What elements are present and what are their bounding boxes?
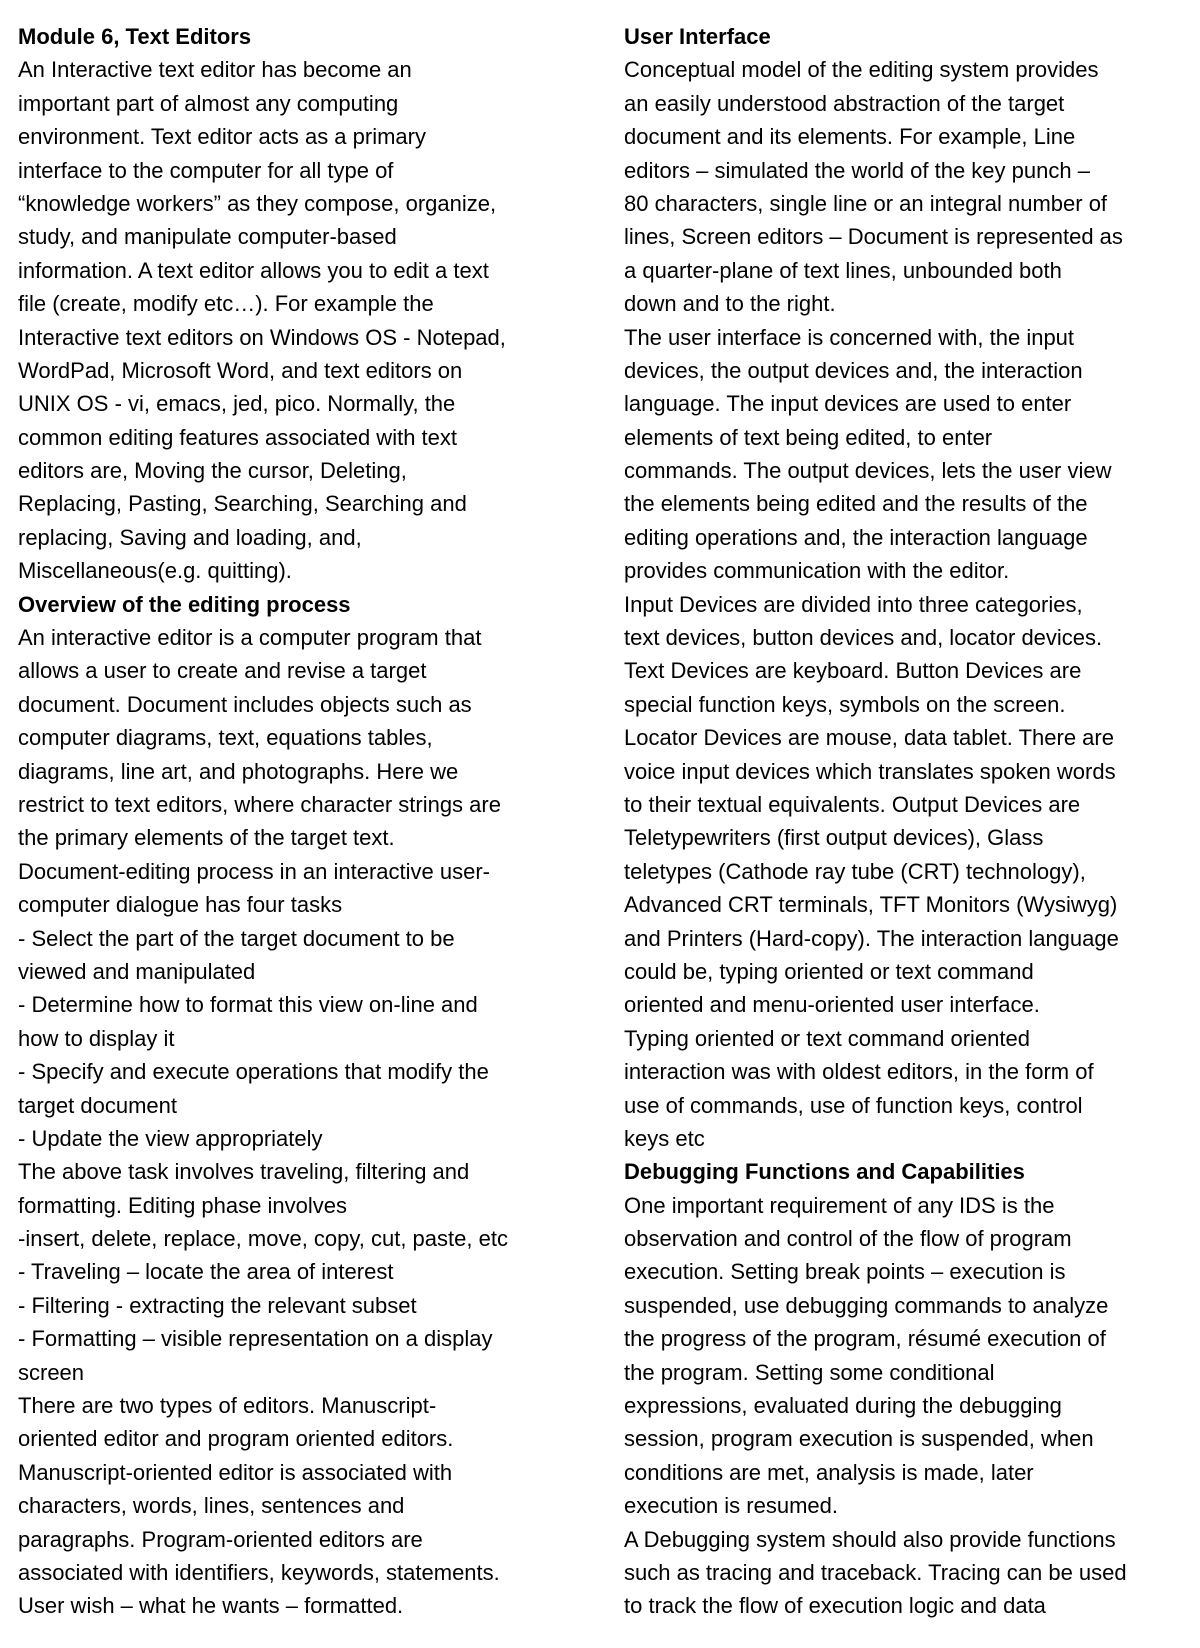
text-line: document. Document includes objects such as — [18, 691, 472, 717]
text-line: expressions, evaluated during the debugging — [624, 1393, 1062, 1419]
text-line: Typing oriented or text command oriented — [624, 1025, 1031, 1051]
text-line: how to display it — [18, 1025, 175, 1051]
text-line: computer dialogue has four tasks — [18, 892, 343, 918]
text-line: Text Devices are keyboard. Button Devices are — [624, 658, 1082, 684]
section-heading: Module 6, Text Editors — [18, 24, 252, 49]
text-line: interaction was with oldest editors, in the form of — [624, 1059, 1094, 1085]
text-line: lines, Screen editors – Document is represented as — [624, 224, 1123, 250]
text-line: Locator Devices are mouse, data tablet. There are — [624, 725, 1114, 751]
text-line: use of commands, use of function keys, control — [624, 1092, 1083, 1118]
text-line: text devices, button devices and, locator devices. — [624, 625, 1103, 651]
text-line: devices, the output devices and, the interaction — [624, 357, 1083, 383]
text-line: a quarter-plane of text lines, unbounded both — [624, 257, 1062, 283]
text-line: the elements being edited and the results of the — [624, 491, 1088, 517]
text-line: to track the flow of execution logic and data — [624, 1593, 1046, 1619]
text-line: Replacing, Pasting, Searching, Searching and — [18, 491, 467, 517]
section-heading: Overview of the editing process — [18, 591, 351, 617]
text-line: file (create, modify etc…). For example the — [18, 291, 434, 317]
text-line: Interactive text editors on Windows OS - Notepad, — [18, 324, 506, 350]
text-line: Document-editing process in an interactive user- — [18, 858, 491, 884]
text-line: session, program execution is suspended, when — [624, 1426, 1094, 1452]
text-line: an easily understood abstraction of the target — [624, 90, 1065, 116]
text-line: One important requirement of any IDS is the — [624, 1192, 1055, 1218]
text-line: teletypes (Cathode ray tube (CRT) technology), — [624, 858, 1086, 884]
section-heading: User Interface — [624, 24, 771, 49]
text-line: associated with identifiers, keywords, statements. — [18, 1559, 500, 1585]
text-line: - Update the view appropriately — [18, 1125, 323, 1151]
section-heading: Debugging Functions and Capabilities — [624, 1159, 1025, 1185]
text-line: - Formatting – visible representation on a display — [18, 1326, 493, 1352]
text-line: down and to the right. — [624, 291, 836, 317]
left-column — [18, 20, 590, 1648]
text-line: User wish – what he wants – formatted. — [18, 1593, 404, 1619]
text-line: execution is resumed. — [624, 1493, 838, 1519]
text-line: information. A text editor allows you to edit a text — [18, 257, 489, 283]
text-line: WordPad, Microsoft Word, and text editors on — [18, 357, 463, 383]
text-line: Miscellaneous(e.g. quitting). — [18, 558, 292, 584]
text-line: diagrams, line art, and photographs. Here we — [18, 758, 459, 784]
text-line: editors – simulated the world of the key punch – — [624, 157, 1090, 183]
text-line: target document — [18, 1092, 177, 1118]
text-line: important part of almost any computing — [18, 90, 399, 116]
text-line: - Select the part of the target document to be — [18, 925, 455, 951]
text-line: elements of text being edited, to enter — [624, 424, 993, 450]
text-line: - Filtering - extracting the relevant subset — [18, 1292, 417, 1318]
text-line: document and its elements. For example, Line — [624, 124, 1076, 150]
text-line: oriented editor and program oriented editors. — [18, 1426, 454, 1452]
text-line: replacing, Saving and loading, and, — [18, 524, 362, 550]
text-line: execution. Setting break points – execution is — [624, 1259, 1066, 1285]
text-line: paragraphs. Program-oriented editors are — [18, 1526, 423, 1552]
text-line: the progress of the program, résumé execution of — [624, 1326, 1106, 1352]
text-line: allows a user to create and revise a target — [18, 658, 427, 684]
text-line: Input Devices are divided into three categories, — [624, 591, 1083, 617]
text-line: -insert, delete, replace, move, copy, cut, paste, etc — [18, 1226, 508, 1252]
text-line: the program. Setting some conditional — [624, 1359, 995, 1385]
text-line: the primary elements of the target text. — [18, 825, 395, 851]
text-line: An interactive editor is a computer program that — [18, 625, 482, 651]
text-line: Conceptual model of the editing system provides — [624, 57, 1099, 83]
text-line: such as tracing and traceback. Tracing can be used — [624, 1559, 1127, 1585]
text-line: screen — [18, 1359, 85, 1385]
text-line: computer diagrams, text, equations tables, — [18, 725, 433, 751]
text-line: - Determine how to format this view on-line and — [18, 992, 478, 1018]
text-line: study, and manipulate computer-based — [18, 224, 397, 250]
text-line: could be, typing oriented or text command — [624, 958, 1034, 984]
text-line: special function keys, symbols on the screen. — [624, 691, 1066, 717]
text-line: restrict to text editors, where character strings are — [18, 791, 501, 817]
text-line: An Interactive text editor has become an — [18, 57, 412, 83]
text-line: viewed and manipulated — [18, 958, 256, 984]
text-line: editing operations and, the interaction language — [624, 524, 1088, 550]
text-line: language. The input devices are used to enter — [624, 391, 1072, 417]
text-line: Advanced CRT terminals, TFT Monitors (Wysiwyg) — [624, 892, 1118, 918]
text-line: - Traveling – locate the area of interest — [18, 1259, 394, 1285]
text-line: provides communication with the editor. — [624, 558, 1010, 584]
text-line: The user interface is concerned with, the input — [624, 324, 1075, 350]
text-line: oriented and menu-oriented user interface. — [624, 992, 1040, 1018]
text-line: editors are, Moving the cursor, Deleting, — [18, 458, 407, 484]
text-line: observation and control of the flow of program — [624, 1226, 1072, 1252]
text-line: to their textual equivalents. Output Devices are — [624, 791, 1081, 817]
text-line: keys etc — [624, 1125, 705, 1151]
text-line: conditions are met, analysis is made, later — [624, 1459, 1034, 1485]
text-line: “knowledge workers” as they compose, organize, — [18, 190, 497, 216]
text-line: A Debugging system should also provide functions — [624, 1526, 1116, 1552]
text-line: environment. Text editor acts as a primary — [18, 124, 426, 150]
text-line: characters, words, lines, sentences and — [18, 1493, 405, 1519]
text-line: The above task involves traveling, filtering and — [18, 1159, 470, 1185]
text-line: common editing features associated with text — [18, 424, 458, 450]
text-line: formatting. Editing phase involves — [18, 1192, 347, 1218]
text-line: Manuscript-oriented editor is associated with — [18, 1459, 453, 1485]
text-line: commands. The output devices, lets the user view — [624, 458, 1112, 484]
text-line: Teletypewriters (first output devices), Glass — [624, 825, 1044, 851]
text-line: There are two types of editors. Manuscript- — [18, 1393, 437, 1419]
right-column — [624, 20, 1180, 1648]
text-line: 80 characters, single line or an integral number of — [624, 190, 1108, 216]
text-line: voice input devices which translates spoken words — [624, 758, 1116, 784]
text-line: suspended, use debugging commands to analyze — [624, 1292, 1109, 1318]
text-line: - Specify and execute operations that modify the — [18, 1059, 489, 1085]
text-line: UNIX OS - vi, emacs, jed, pico. Normally, the — [18, 391, 456, 417]
text-line: and Printers (Hard-copy). The interaction language — [624, 925, 1119, 951]
text-line: interface to the computer for all type of — [18, 157, 394, 183]
